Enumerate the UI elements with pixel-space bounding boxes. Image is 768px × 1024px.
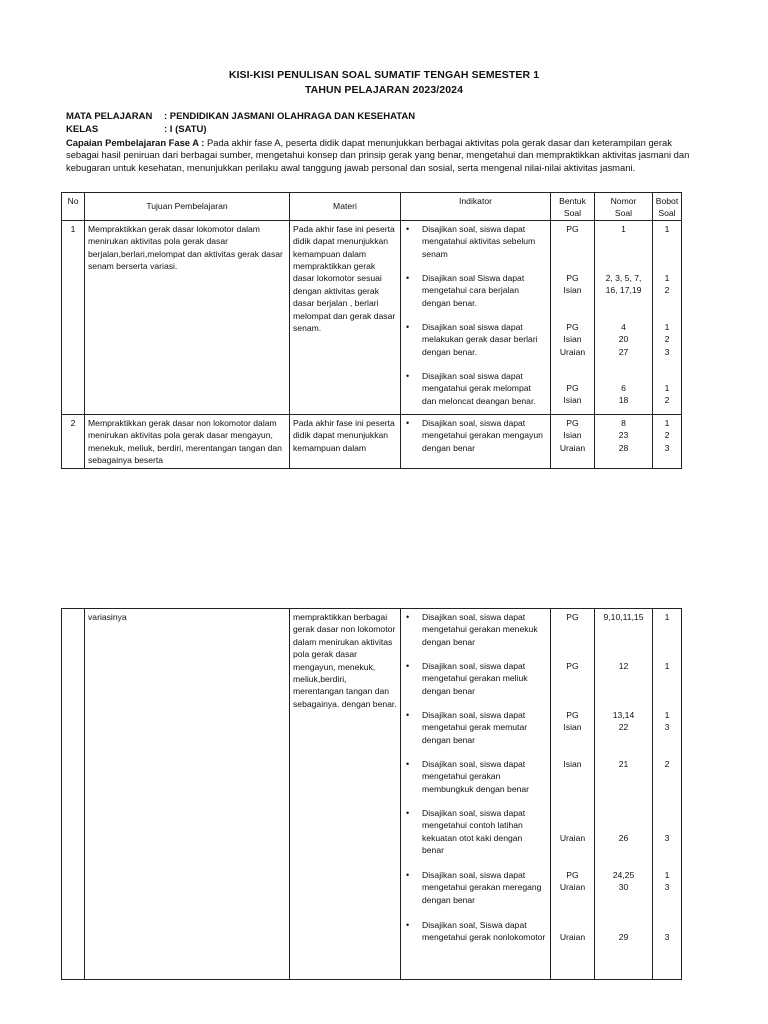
header-bobot-line1: Bobot [655,196,679,206]
document-title: KISI-KISI PENULISAN SOAL SUMATIF TENGAH SEMESTER 1 [228,69,540,81]
bentuk-value: PG [566,612,579,622]
capaian-pembelajaran [66,137,706,174]
header-tujuan: Tujuan Pembelajaran [85,193,290,221]
header-no: No [62,193,85,221]
bobot-value: 3 [664,932,670,942]
row-bentuk: PG Isian Uraian [551,414,595,469]
bentuk-value: PG Isian Uraian [559,321,586,357]
meta-kelas-label: KELAS [66,124,99,135]
indikator-text: Disajikan soal, Siswa dapat mengetahui gerak nonlokomotor [422,920,546,943]
header-nomor-line2: Soal [614,208,633,219]
row-materi: Pada akhir fase ini peserta didik dapat menunjukkan kemampuan dalam [290,414,401,469]
bentuk-value: Isian [563,759,582,769]
indikator-item [401,869,550,906]
bentuk-value: PG Isian [563,710,582,733]
nomor-value: 13,14 22 [612,710,635,733]
nomor-value: 29 [618,932,629,942]
bentuk-value: Uraian [559,833,586,843]
header-bentuk-soal [551,193,595,221]
row-tujuan: Mempraktikkan gerak dasar non lokomotor dalam menirukan aktivitas pola gerak dasar mengayun, menekuk, meliuk, berdiri, merentangan tangan dan sebagainya beserta [85,414,290,469]
header-indikator: Indikator [401,193,551,221]
indikator-text: Disajikan soal, siswa dapat mengetahui gerakan meliuk dengan benar [422,661,528,696]
bullet-icon: • [406,272,410,283]
indikator-item [401,611,550,648]
bullet-icon: • [406,870,410,880]
row-bobot [653,609,682,980]
indikator-text: Disajikan soal Siswa dapat mengetahui cara berjalan dengan benar. [422,272,525,308]
nomor-value: 9,10,11,15 [603,612,644,622]
bobot-value: 1 2 [664,382,670,406]
indikator-item [401,807,550,857]
table-row [62,609,682,980]
bullet-icon: • [406,710,410,720]
row-bentuk [551,220,595,414]
indikator-text: Disajikan soal, siswa dapat mengetahui gerakan mengayun dengan benar [422,417,543,453]
row-indikator [401,609,551,980]
bobot-value: 1 [664,223,670,234]
indikator-item [401,272,550,309]
indikator-item [401,758,550,795]
bullet-icon: • [406,759,410,769]
bullet-icon: • [406,417,410,428]
nomor-value: 2, 3, 5, 7, 16, 17,19 [605,272,642,296]
nomor-value: 21 [618,759,629,769]
indikator-item [401,919,550,944]
document-page-2 [0,560,768,1024]
row-nomor [595,609,653,980]
capaian-text: Pada akhir fase A, peserta didik dapat menunjukkan berbagai aktivitas pola gerak dasar dan keterampilan gerak sebagai hasil peniruan dari berbagai sumber, mengetahui konsep dan prinsip gerak yang benar, mengetahui dan mempraktikkan aktivitas jasmani dan kebugaran untuk kesehatan, menunjukkan perilaku awal tanggung jawab personal dan sosial, serta mengenal nilai-nilai aktivitas jasmani. [66,137,690,173]
bobot-value: 1 3 [664,870,670,893]
bentuk-value: PG Uraian [559,870,586,893]
bentuk-value: PG [566,661,579,671]
indikator-item [401,709,550,746]
bullet-icon: • [406,223,410,234]
meta-kelas [66,124,207,135]
meta-mapel-value: : PENDIDIKAN JASMANI OLAHRAGA DAN KESEHATAN [164,111,416,122]
bentuk-value: PG [566,223,579,234]
indikator-text: Disajikan soal, siswa dapat mengetahui gerakan membungkuk dengan benar [422,759,530,794]
row-no: 1 [62,220,85,414]
row-indikator [401,220,551,414]
row-bobot [653,220,682,414]
indikator-text: Disajikan soal siswa dapat mengatahui gerak melompat dan meloncat deangan benar. [422,370,536,406]
bullet-icon: • [406,808,410,818]
bobot-value: 1 3 [664,710,670,733]
row-no: 2 [62,414,85,469]
indikator-text: Disajikan soal, siswa dapat mengatahui aktivitas sebelum senam [422,223,536,259]
table-row [62,414,682,469]
capaian-label: Capaian Pembelajaran Fase A : [66,137,205,148]
bobot-value: 1 [664,612,670,622]
row-bobot: 1 2 3 [653,414,682,469]
bobot-value: 1 2 [664,272,670,296]
table-header-row [62,193,682,221]
nomor-value: 6 18 [618,382,629,406]
indikator-item [401,223,550,260]
indikator-text: Disajikan soal siswa dapat melakukan gerak dasar berlari dengan benar. [422,321,538,357]
bobot-value: 2 [664,759,670,769]
indikator-item [401,660,550,697]
bullet-icon: • [406,370,410,381]
meta-mapel-label: MATA PELAJARAN [66,111,153,122]
bobot-value: 1 2 3 [664,321,670,357]
header-nomor-line1: Nomor [610,196,637,206]
meta-kelas-value: : I (SATU) [164,124,207,135]
row-nomor [595,220,653,414]
row-materi: mempraktikkan berbagai gerak dasar non lokomotor dalam menirukan aktivitas pola gerak dasar mengayun, menekuk, meliuk,berdiri, merentangan tangan dan sebagainya. dengan benar. [290,609,401,980]
indikator-text: Disajikan soal, siswa dapat mengetahui contoh latihan kekuatan otot kaki dengan benar [422,808,526,856]
row-bentuk [551,609,595,980]
indikator-text: Disajikan soal, siswa dapat mengetahui gerak memutar dengan benar [422,710,528,745]
header-bobot-soal [653,193,682,221]
nomor-value: 4 20 27 [618,321,629,357]
bentuk-value: PG Isian [563,272,582,296]
row-tujuan: Mempraktikkan gerak dasar lokomotor dalam menirukan aktivitas pola gerak dasar berjalan,berlari,melompat dan aktivitas gerak dasar senam berserta variasi. [85,220,290,414]
bentuk-value: Uraian [559,932,586,942]
bullet-icon: • [406,321,410,332]
header-bentuk-line1: Bentuk [559,196,586,206]
bullet-icon: • [406,612,410,622]
kisi-kisi-table-page1 [61,192,682,469]
nomor-value: 12 [618,661,629,671]
indikator-item [401,417,550,454]
kisi-kisi-table-page2 [61,608,682,980]
bullet-icon: • [406,661,410,671]
nomor-value: 26 [618,833,629,843]
indikator-text: Disajikan soal, siswa dapat mengetahui gerakan menekuk dengan benar [422,612,538,647]
row-nomor: 8 23 28 [595,414,653,469]
bobot-value: 3 [664,833,670,843]
header-nomor-soal [595,193,653,221]
indikator-item [401,370,550,407]
table-row [62,220,682,414]
meta-mapel [66,111,415,122]
nomor-value: 1 [621,223,626,234]
bobot-value: 1 [664,661,670,671]
row-materi: Pada akhir fase ini peserta didik dapat menunjukkan kemampuan dalam mempraktikkan gerak dasar lokomotor sesuai dengan aktivitas gerak dasar berjalan , berlari melompat dan gerak dasar senam. [290,220,401,414]
bentuk-value: PG Isian [563,382,582,406]
row-indikator [401,414,551,469]
bullet-icon: • [406,920,410,930]
row-tujuan: variasinya [85,609,290,980]
indikator-item [401,321,550,358]
indikator-text: Disajikan soal, siswa dapat mengetahui gerakan meregang dengan benar [422,870,542,905]
header-materi: Materi [290,193,401,221]
nomor-value: 24,25 30 [612,870,635,893]
header-bentuk-line2: Soal [563,208,582,219]
row-no [62,609,85,980]
document-subtitle: TAHUN PELAJARAN 2023/2024 [304,84,464,96]
header-bobot-line2: Soal [658,208,676,219]
